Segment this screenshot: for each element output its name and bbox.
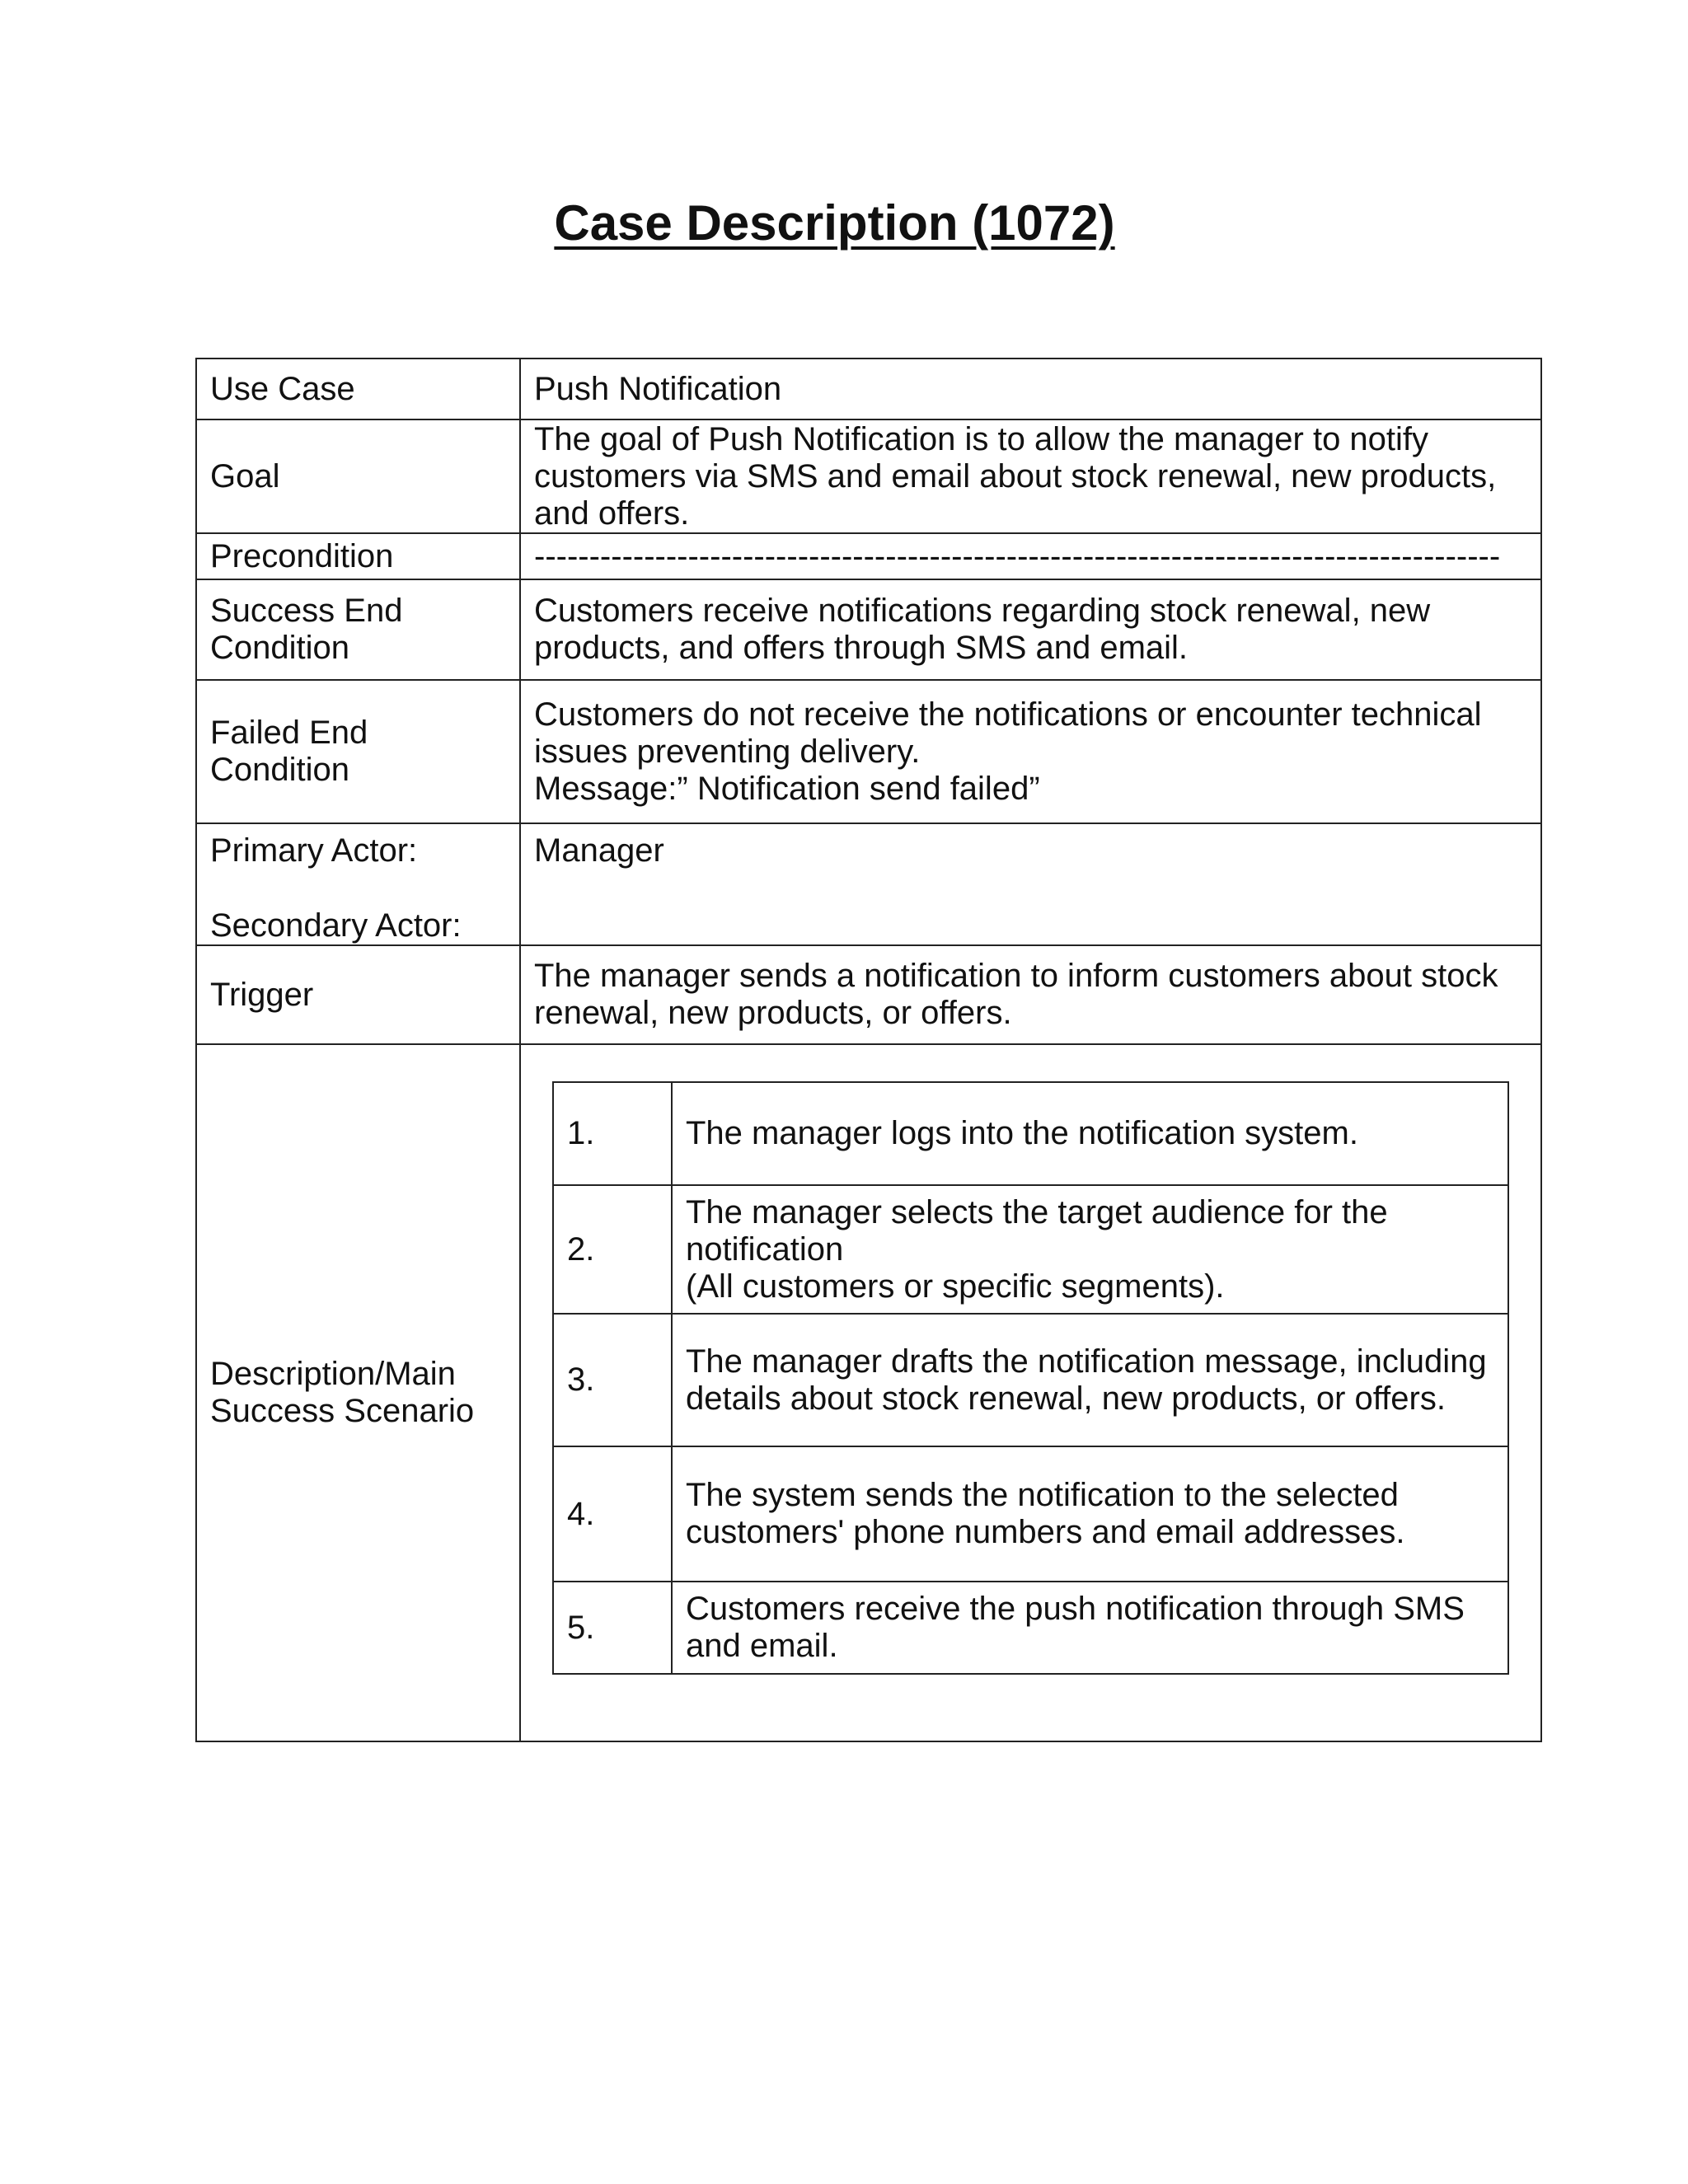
success-end-label-line2: Condition bbox=[210, 630, 350, 666]
step-number: 5. bbox=[553, 1582, 672, 1674]
failed-end-row bbox=[196, 680, 1541, 823]
step-text: The manager logs into the notification system. bbox=[672, 1082, 1508, 1185]
actors-row bbox=[196, 823, 1541, 945]
step-text-line2: (All customers or specific segments). bbox=[686, 1268, 1225, 1305]
primary-actor-label: Primary Actor: bbox=[210, 832, 418, 869]
primary-actor-value: Manager bbox=[520, 823, 1541, 945]
precondition-value: ---------------------------------------------------------------------------------------- bbox=[520, 533, 1541, 579]
page-title: Case Description (1072) bbox=[554, 195, 1115, 251]
step-number: 1. bbox=[553, 1082, 672, 1185]
use-case-row bbox=[196, 359, 1541, 419]
scenario-label-line2: Success Scenario bbox=[210, 1393, 475, 1429]
use-case-value: Push Notification bbox=[520, 359, 1541, 419]
scenario-steps-table bbox=[552, 1081, 1509, 1675]
step-text-line1: The manager selects the target audience for the notification bbox=[686, 1193, 1388, 1268]
precondition-row bbox=[196, 533, 1541, 579]
success-end-value: Customers receive notifications regarding stock renewal, new products, and offers through SMS and email. bbox=[520, 579, 1541, 680]
failed-end-value bbox=[520, 680, 1541, 823]
step-number: 4. bbox=[553, 1446, 672, 1582]
trigger-value: The manager sends a notification to inform customers about stock renewal, new products, or offers. bbox=[520, 945, 1541, 1044]
scenario-steps-cell bbox=[520, 1044, 1541, 1741]
step-text: Customers receive the push notification through SMS and email. bbox=[672, 1582, 1508, 1674]
failed-end-value-line1: Customers do not receive the notifications or encounter technical issues preventing delivery. bbox=[534, 696, 1482, 770]
step-number: 3. bbox=[553, 1314, 672, 1446]
success-end-label bbox=[196, 579, 520, 680]
step-text: The manager drafts the notification message, including details about stock renewal, new products, or offers. bbox=[672, 1314, 1508, 1446]
step-text bbox=[672, 1185, 1508, 1314]
step-row bbox=[553, 1582, 1508, 1674]
failed-end-message: Message:” Notification send failed” bbox=[534, 770, 1040, 807]
step-row bbox=[553, 1314, 1508, 1446]
scenario-label bbox=[196, 1044, 520, 1741]
step-row bbox=[553, 1185, 1508, 1314]
step-row bbox=[553, 1446, 1508, 1582]
scenario-label-line1: Description/Main bbox=[210, 1356, 456, 1392]
step-number: 2. bbox=[553, 1185, 672, 1314]
trigger-label: Trigger bbox=[196, 945, 520, 1044]
failed-end-label bbox=[196, 680, 520, 823]
goal-value: The goal of Push Notification is to allow the manager to notify customers via SMS and email about stock renewal, new products, and offers. bbox=[520, 419, 1541, 533]
scenario-row bbox=[196, 1044, 1541, 1741]
success-end-row bbox=[196, 579, 1541, 680]
failed-end-label-line1: Failed End bbox=[210, 715, 368, 751]
step-row bbox=[553, 1082, 1508, 1185]
use-case-label: Use Case bbox=[196, 359, 520, 419]
use-case-table bbox=[195, 358, 1542, 1742]
actors-label bbox=[196, 823, 520, 945]
goal-row bbox=[196, 419, 1541, 533]
step-text: The system sends the notification to the selected customers' phone numbers and email addresses. bbox=[672, 1446, 1508, 1582]
precondition-label: Precondition bbox=[196, 533, 520, 579]
trigger-row bbox=[196, 945, 1541, 1044]
secondary-actor-label: Secondary Actor: bbox=[210, 907, 462, 944]
goal-label: Goal bbox=[196, 419, 520, 533]
success-end-label-line1: Success End bbox=[210, 593, 403, 629]
failed-end-label-line2: Condition bbox=[210, 752, 350, 788]
